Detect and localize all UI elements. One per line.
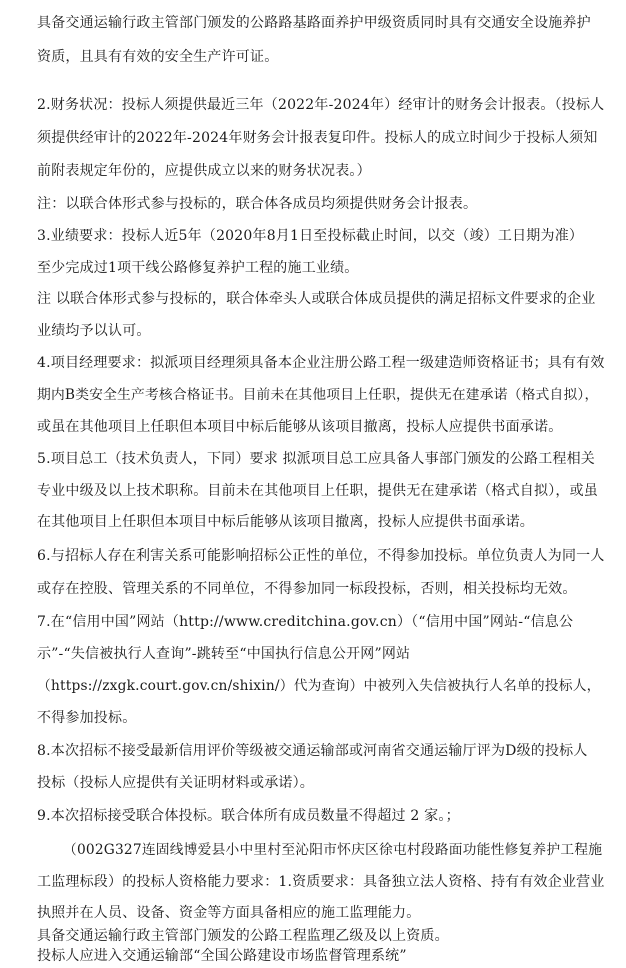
text-line: 示”-“失信被执行人查询”-跳转至“中国执行信息公开网”网站 xyxy=(37,646,411,662)
text-line: 期内B类安全生产考核合格证书。目前未在其他项目上任职，提供无在建承诺（格式自拟）， xyxy=(37,387,599,403)
text-line: 3.业绩要求：投标人近5年（2020年8月1日至投标截止时间，以交（竣）工日期为准） xyxy=(37,228,584,244)
text-line: 具备交通运输行政主管部门颁发的公路路基路面养护甲级资质同时具有交通安全设施养护 xyxy=(37,15,591,31)
text-line: （https://zxgk.court.gov.cn/shixin/）代为查询）中被列入失信被执行人名单的投标人， xyxy=(37,678,601,694)
text-line: 不得参加投标。 xyxy=(37,710,137,726)
text-line: 投标人应进入交通运输部“全国公路建设市场监督管理系统” xyxy=(37,948,407,964)
text-line: 资质，且具有有效的安全生产许可证。 xyxy=(37,49,279,65)
text-line: 4.项目经理要求：拟派项目经理须具备本企业注册公路工程一级建造师资格证书；具有有效 xyxy=(37,355,605,371)
text-line: 业绩均予以认可。 xyxy=(37,323,151,339)
text-line: 执照并在人员、设备、资金等方面具备相应的施工监理能力。 xyxy=(37,905,421,921)
text-line: 在其他项目上任职但本项目中标后能够从该项目撤离，投标人应提供书面承诺。 xyxy=(37,514,534,530)
text-line: 具备交通运输行政主管部门颁发的公路工程监理乙级及以上资质。 xyxy=(37,928,449,944)
text-line: 9.本次招标接受联合体投标。联合体所有成员数量不得超过 2 家。； xyxy=(37,808,460,824)
text-line: 8.本次招标不接受最新信用评价等级被交通运输部或河南省交通运输厅评为D级的投标人 xyxy=(37,743,588,759)
text-line: 至少完成过1项干线公路修复养护工程的施工业绩。 xyxy=(37,260,359,276)
text-line: 工监理标段）的投标人资格能力要求：1.资质要求：具备独立法人资格、持有有效企业营业 xyxy=(37,874,605,890)
text-line: 注：以联合体形式参与投标的，联合体各成员均须提供财务会计报表。 xyxy=(37,196,478,212)
text-line: 7.在“信用中国”网站（http://www.creditchina.gov.cn）（“信用中国”网站-“信息公 xyxy=(37,614,574,630)
text-line: （002G327连固线博爱县小中里村至沁阳市怀庆区徐屯村段路面功能性修复养护工程施 xyxy=(63,842,603,858)
text-line: 前附表规定年份的，应提供成立以来的财务状况表。） xyxy=(37,163,371,179)
text-line: 投标（投标人应提供有关证明材料或承诺）。 xyxy=(37,775,314,791)
text-line: 须提供经审计的2022年-2024年财务会计报表复印件。投标人的成立时间少于投标人须知 xyxy=(37,130,598,146)
text-line: 或存在控股、管理关系的不同单位，不得参加同一标段投标，否则，相关投标均无效。 xyxy=(37,581,577,597)
text-line: 6.与招标人存在利害关系可能影响招标公正性的单位，不得参加投标。单位负责人为同一人 xyxy=(37,548,605,564)
text-line: 注 以联合体形式参与投标的，联合体牵头人或联合体成员提供的满足招标文件要求的企业 xyxy=(37,291,596,307)
text-line: 5.项目总工（技术负责人，下同）要求 拟派项目总工应具备人事部门颁发的公路工程相关 xyxy=(37,451,596,467)
text-line: 或虽在其他项目上任职但本项目中标后能够从该项目撤离，投标人应提供书面承诺。 xyxy=(37,419,563,435)
text-line: 2.财务状况：投标人须提供最近三年（2022年-2024年）经审计的财务会计报表。（投标人 xyxy=(37,97,605,113)
text-line: 专业中级及以上技术职称。目前未在其他项目上任职，提供无在建承诺（格式自拟），或虽 xyxy=(37,483,598,499)
